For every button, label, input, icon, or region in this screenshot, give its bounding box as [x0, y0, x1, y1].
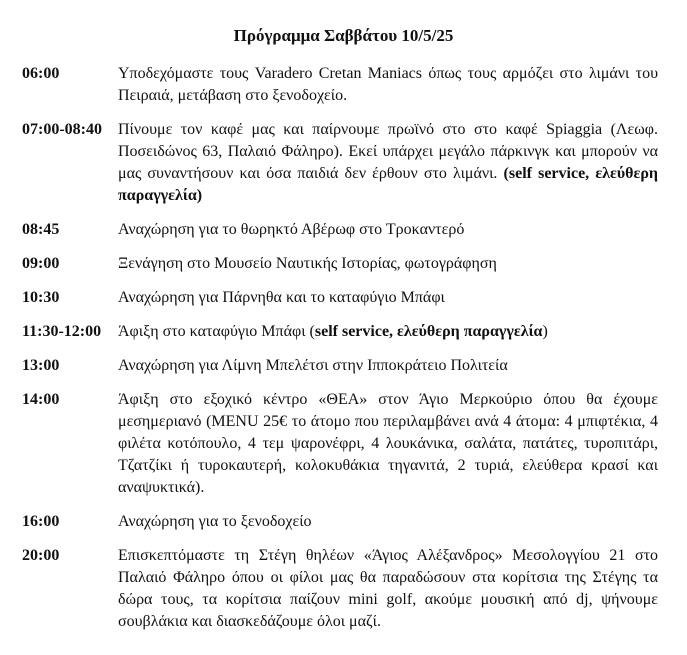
schedule-text — [118, 287, 658, 309]
schedule-time: 16:00 — [22, 513, 60, 530]
schedule-time: 13:00 — [22, 357, 60, 374]
schedule-text — [118, 389, 658, 499]
schedule-text-body: Αναχώρηση για Πάρνηθα και το καταφύγιο Μπάφι — [118, 289, 445, 306]
schedule-time: 07:00-08:40 — [22, 121, 102, 138]
schedule-time: 20:00 — [22, 547, 60, 564]
schedule-text — [118, 545, 658, 633]
schedule-time: 11:30-12:00 — [22, 323, 102, 340]
schedule-time: 09:00 — [22, 255, 60, 272]
schedule-text-body: Άφιξη στο εξοχικό κέντρο «ΘΕΑ» στον Άγιο Μερκούριο όπου θα έχουμε μεσημεριανό (MENU 25€ το άτομο που περιλαμβάνει ανά 4 άτομα: 4 μπιφτέκια, 4 φιλέτα κοτόπουλο, 4 τεμ ψαρονέφρι, 4 λουκάνικα, σαλάτα, πατάτες, τυροπιτάρι, Τζατζίκι ή τυροκαυτερή, κολοκυθάκια τηγανιτά, 2 τυριά, ελεύθερα κρασί και αναψυκτικά). — [118, 391, 658, 496]
schedule-text — [118, 253, 658, 275]
schedule-row — [22, 63, 658, 107]
schedule-text — [118, 321, 658, 343]
schedule-text — [118, 119, 658, 207]
schedule-text-body: Αναχώρηση για Λίμνη Μπελέτσι στην Ιπποκράτειο Πολιτεία — [118, 357, 508, 374]
schedule-row — [22, 287, 658, 309]
schedule-time: 08:45 — [22, 221, 60, 238]
schedule-time: 10:30 — [22, 289, 60, 306]
schedule-row — [22, 355, 658, 377]
schedule-text — [118, 355, 658, 377]
schedule-row — [22, 219, 658, 241]
schedule-row — [22, 389, 658, 499]
schedule-time: 06:00 — [22, 65, 60, 82]
schedule-text-bold: (self service, ελεύθερη παραγγελία) — [118, 165, 658, 204]
schedule-text-body: Επισκεπτόμαστε τη Στέγη θηλέων «Άγιος Αλέξανδρος» Μεσολογγίου 21 στο Παλαιό Φάληρο όπου οι φίλοι μας θα παραδώσουν στα κορίτσια της Στέγης τα δώρα τους, τα κορίτσια παίζουν mini golf, ακούμε μουσική από dj, ψήνουμε σουβλάκια και διασκεδάζουμε όλοι μαζί. — [118, 547, 658, 630]
schedule-text-body: Αναχώρηση για το ξενοδοχείο — [118, 513, 312, 530]
schedule-time: 14:00 — [22, 391, 60, 408]
schedule-list — [22, 63, 658, 645]
schedule-text-body: Ξενάγηση στο Μουσείο Ναυτικής Ιστορίας, φωτογράφηση — [118, 255, 497, 272]
schedule-row — [22, 253, 658, 275]
schedule-text-body: Άφιξη στο καταφύγιο Μπάφι ( — [118, 323, 315, 340]
schedule-text — [118, 511, 658, 533]
schedule-text-body: Αναχώρηση για το θωρηκτό Αβέρωφ στο Τροκαντερό — [118, 221, 465, 238]
schedule-text-body: Πίνουμε τον καφέ μας και παίρνουμε πρωϊνό στο στο καφέ Spiaggia (Λεωφ. Ποσειδώνος 63, Παλαιό Φάληρο). Εκεί υπάρχει μεγάλο πάρκινγκ και μπορούν να μας συναντήσουν και όσα παιδιά δεν έρθουν στο λιμάνι. — [118, 121, 658, 182]
page-title: Πρόγραμμα Σαββάτου 10/5/25 — [233, 26, 454, 45]
schedule-row — [22, 545, 658, 633]
schedule-row — [22, 321, 658, 343]
schedule-text — [118, 63, 658, 107]
schedule-text — [118, 219, 658, 241]
schedule-text-tail: ) — [542, 323, 548, 340]
schedule-row — [22, 511, 658, 533]
schedule-row — [22, 119, 658, 207]
schedule-text-bold: self service, ελεύθερη παραγγελία — [314, 323, 543, 340]
schedule-text-body: Υποδεχόμαστε τους Varadero Cretan Maniacs όπως τους αρμόζει στο λιμάνι του Πειραιά, μετάβαση στο ξενοδοχείο. — [118, 65, 658, 104]
